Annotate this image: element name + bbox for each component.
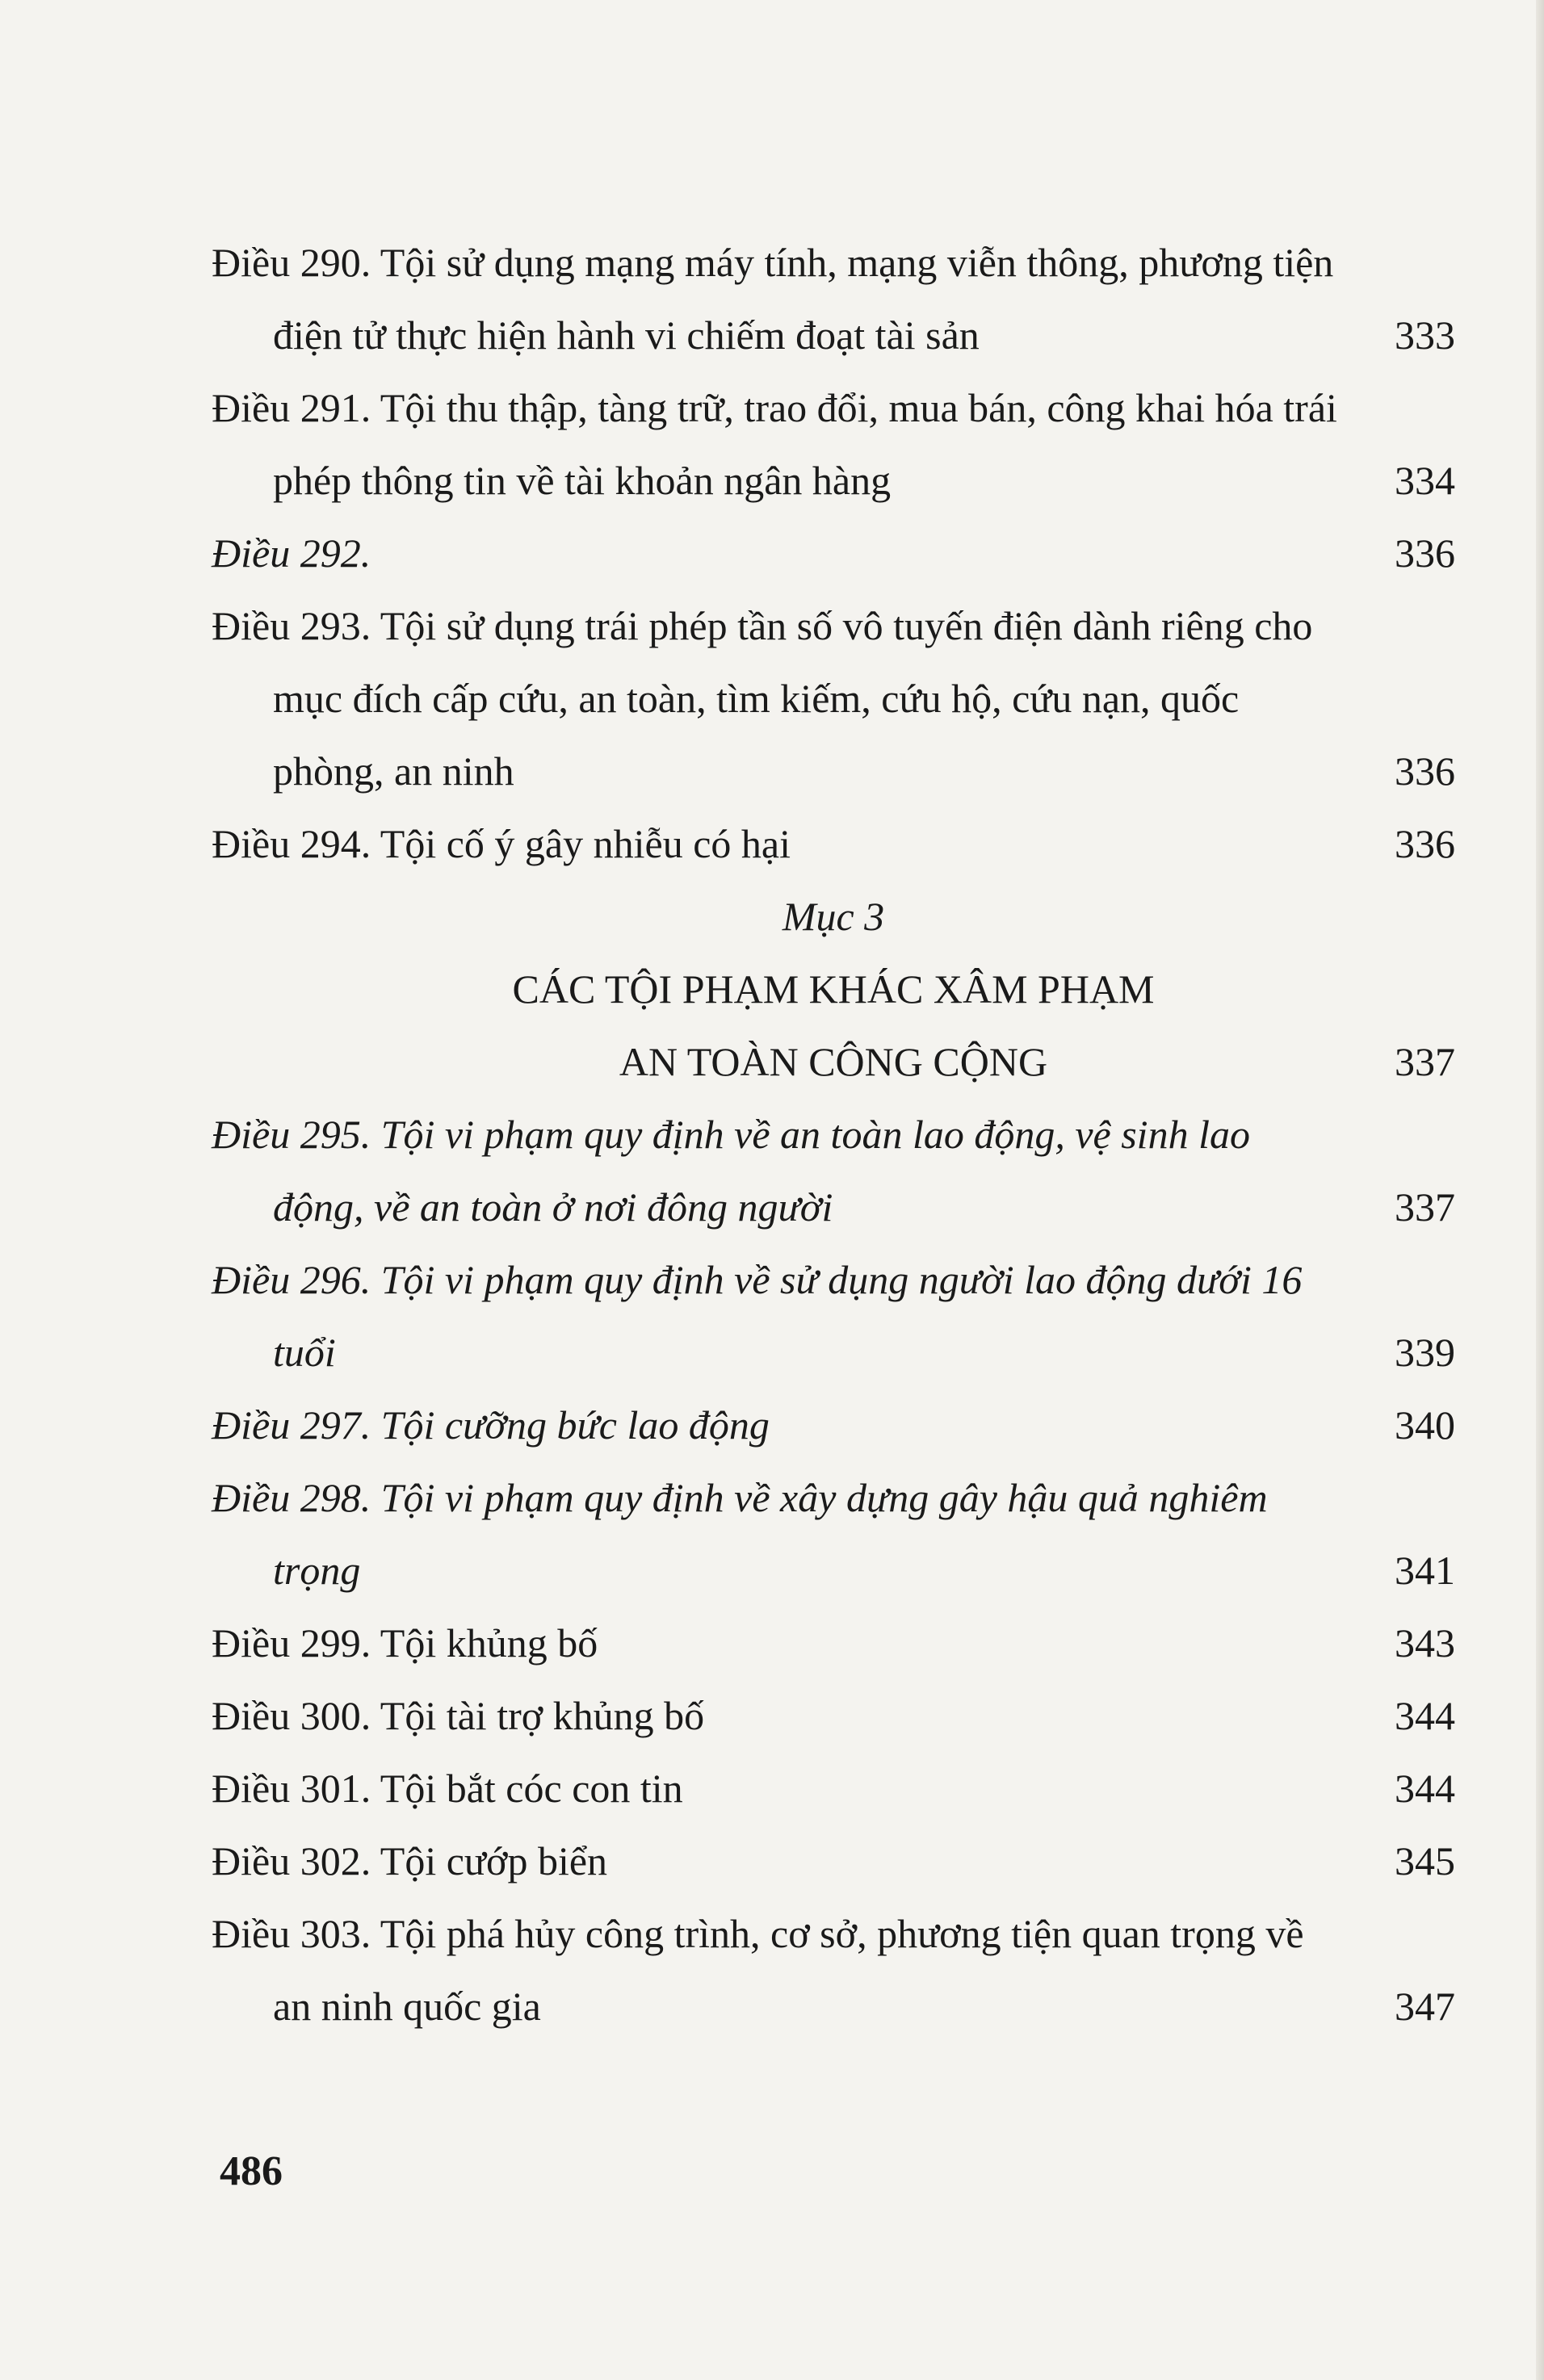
toc-entry-294	[212, 807, 1455, 880]
toc-entry-title: Điều 297. Tội cưỡng bức lao động	[212, 1402, 770, 1448]
toc-entry-title: Điều 291. Tội thu thập, tàng trữ, trao đổi, mua bán, công khai hóa trái phép thông tin về tài khoản ngân hàng	[212, 385, 1337, 503]
section-title-line-2: AN TOÀN CÔNG CỘNG	[619, 1039, 1048, 1084]
toc-entry-page: 336	[1395, 748, 1455, 794]
toc-entry-page: 344	[1395, 1766, 1455, 1811]
toc-entry-page: 344	[1395, 1693, 1455, 1738]
toc-entry-page: 334	[1395, 458, 1455, 503]
toc-entry-290	[212, 226, 1455, 371]
toc-entry-title: Điều 296. Tội vi phạm quy định về sử dụng người lao động dưới 16 tuổi	[212, 1257, 1303, 1375]
toc-entry-301	[212, 1752, 1455, 1825]
section-title-row	[212, 1025, 1455, 1098]
toc-entry-page: 339	[1395, 1330, 1455, 1375]
toc-entry-title: Điều 302. Tội cướp biển	[212, 1838, 608, 1883]
toc-entry-page: 333	[1395, 312, 1455, 358]
toc-entry-293	[212, 589, 1455, 807]
page-edge	[1536, 0, 1544, 2380]
section-label: Mục 3	[782, 894, 885, 939]
toc-entry-page: 336	[1395, 530, 1455, 576]
toc-entry-title: Điều 292.	[212, 530, 371, 576]
toc-entry-292	[212, 517, 1455, 589]
toc-entry-title: Điều 294. Tội cố ý gây nhiễu có hại	[212, 821, 791, 866]
toc-entry-302	[212, 1825, 1455, 1897]
toc-entry-title: Điều 290. Tội sử dụng mạng máy tính, mạng viễn thông, phương tiện điện tử thực hiện hành vi chiếm đoạt tài sản	[212, 240, 1334, 358]
section-title-line-1: CÁC TỘI PHẠM KHÁC XÂM PHẠM	[512, 966, 1155, 1012]
toc-entry-page: 337	[1395, 1184, 1455, 1230]
toc-entry-page: 345	[1395, 1838, 1455, 1883]
toc-entry-291	[212, 371, 1455, 517]
toc-entry-page: 336	[1395, 821, 1455, 866]
toc-entry-page: 343	[1395, 1620, 1455, 1666]
toc-entry-page: 340	[1395, 1402, 1455, 1448]
table-of-contents	[212, 226, 1455, 2043]
toc-entry-296	[212, 1243, 1455, 1389]
toc-entry-page: 341	[1395, 1548, 1455, 1593]
toc-entry-title: Điều 298. Tội vi phạm quy định về xây dựng gây hậu quả nghiêm trọng	[212, 1475, 1268, 1593]
page-number: 486	[220, 2148, 283, 2194]
toc-entry-page: 347	[1395, 1984, 1455, 2029]
toc-entry-title: Điều 301. Tội bắt cóc con tin	[212, 1766, 683, 1811]
toc-entry-303	[212, 1897, 1455, 2043]
section-page: 337	[1395, 1039, 1455, 1084]
toc-entry-title: Điều 299. Tội khủng bố	[212, 1620, 598, 1666]
toc-entry-297	[212, 1389, 1455, 1461]
toc-entry-300	[212, 1679, 1455, 1752]
toc-entry-298	[212, 1461, 1455, 1607]
toc-entry-title: Điều 300. Tội tài trợ khủng bố	[212, 1693, 705, 1738]
toc-entry-299	[212, 1607, 1455, 1679]
section-heading	[212, 880, 1455, 1098]
toc-entry-295	[212, 1098, 1455, 1243]
toc-entry-title: Điều 295. Tội vi phạm quy định về an toàn lao động, vệ sinh lao động, về an toàn ở nơi đông người	[212, 1112, 1250, 1230]
toc-entry-title: Điều 293. Tội sử dụng trái phép tần số vô tuyến điện dành riêng cho mục đích cấp cứu, an toàn, tìm kiếm, cứu hộ, cứu nạn, quốc phòng, an ninh	[212, 603, 1313, 794]
toc-entry-title: Điều 303. Tội phá hủy công trình, cơ sở, phương tiện quan trọng về an ninh quốc gia	[212, 1911, 1304, 2029]
